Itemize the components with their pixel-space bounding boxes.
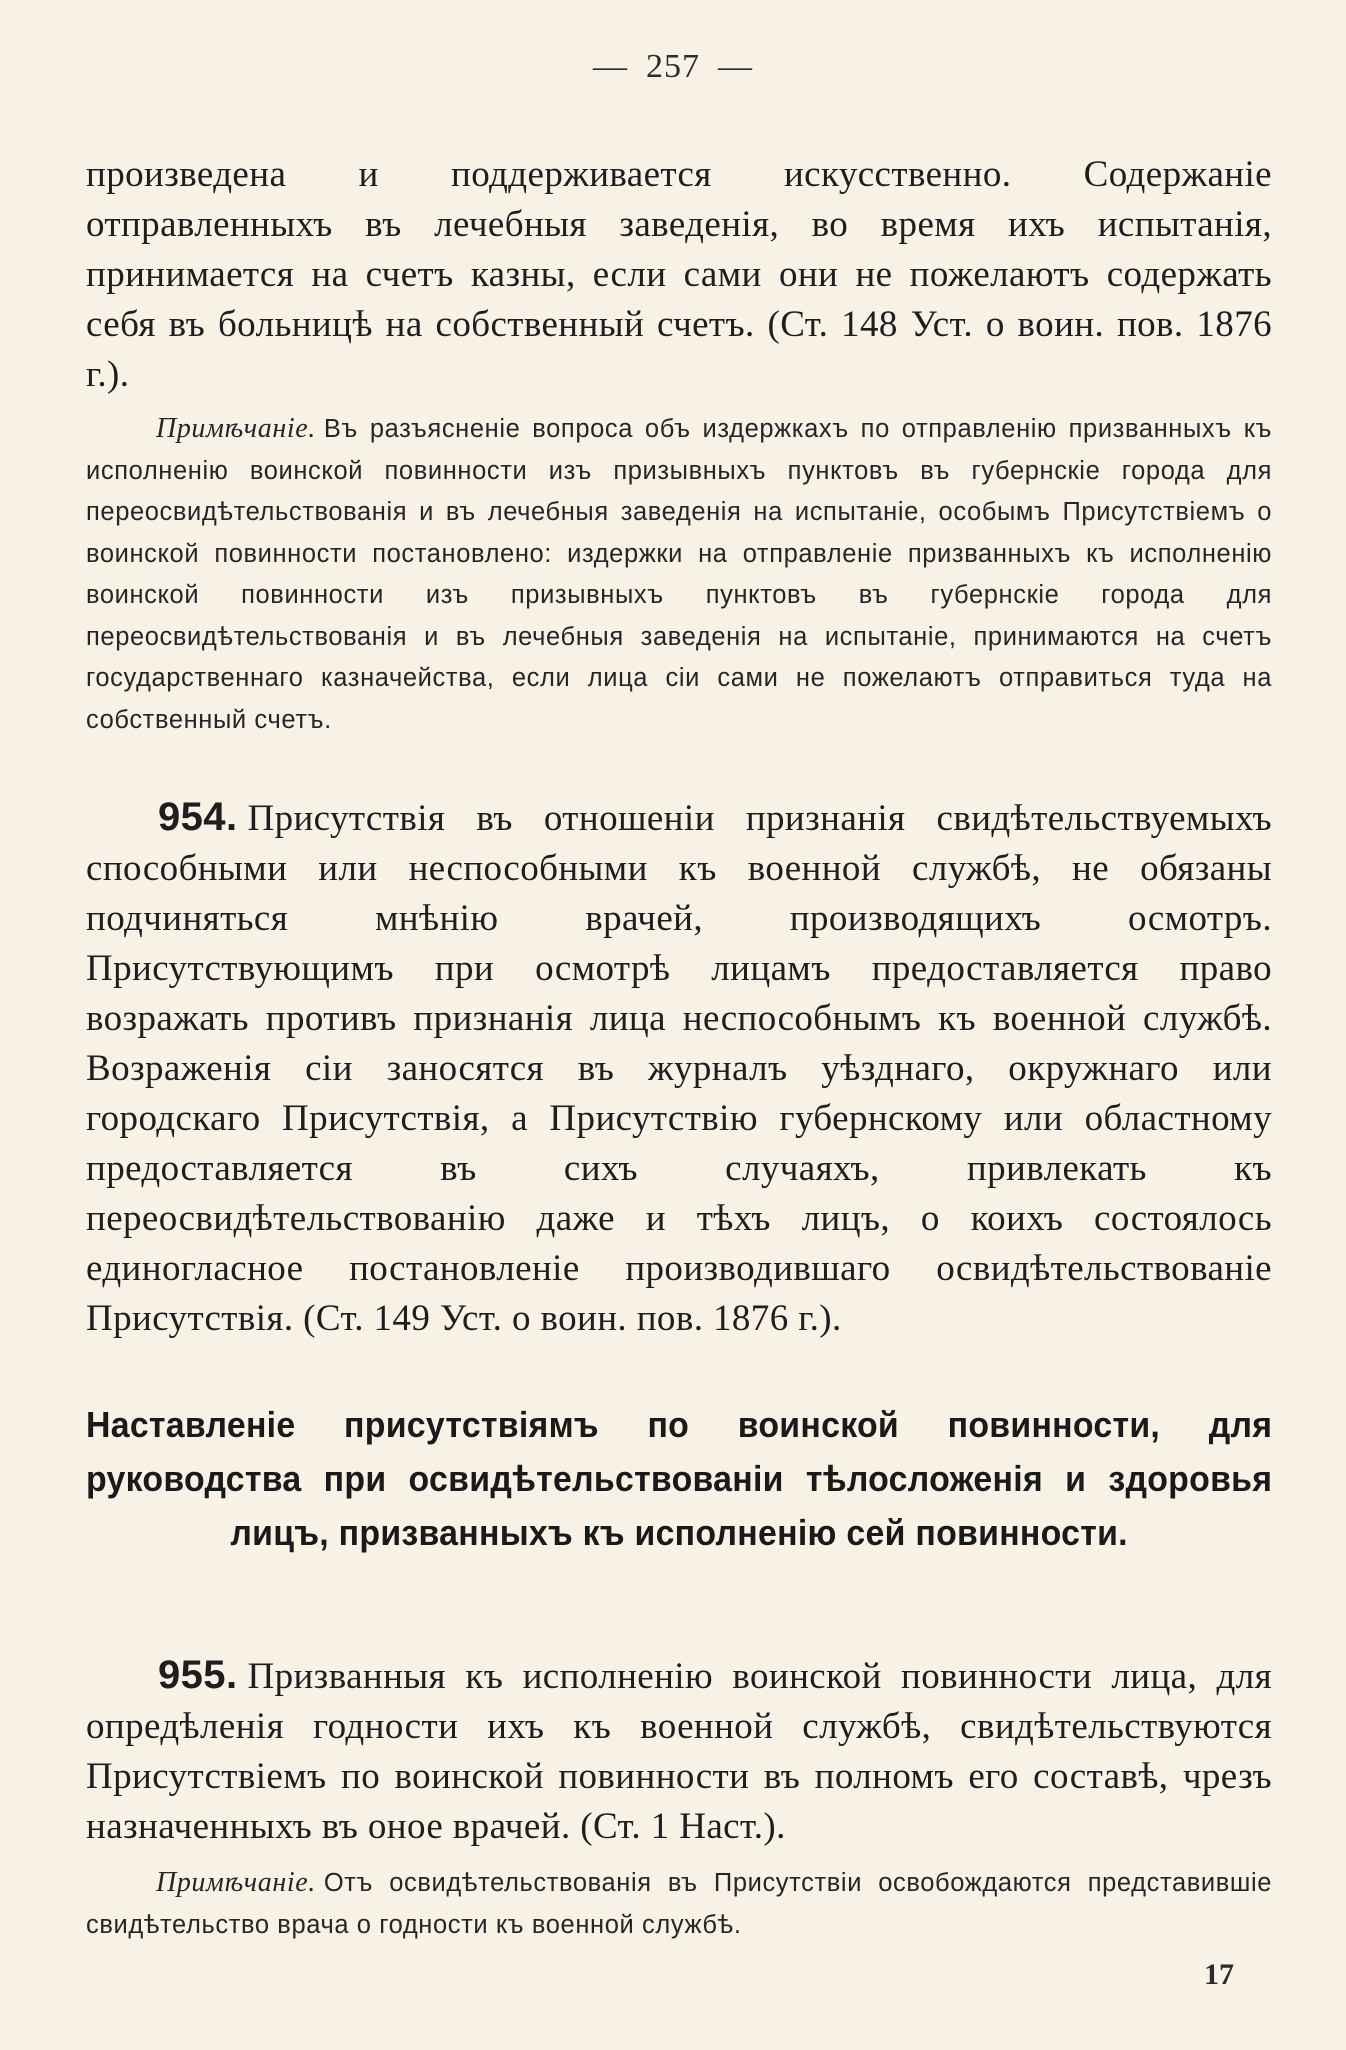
signature-mark: 17 <box>1204 1958 1234 1991</box>
header-dash-right: — <box>718 48 753 85</box>
header-dash-left: — <box>593 48 628 85</box>
section-954 <box>86 792 1272 1344</box>
note-1-text: Въ разъясненіе вопроса объ издержкахъ по отправленію призванныхъ къ исполненію воинской повинности изъ призывныхъ пунктовъ въ губернскіе города для переосвидѣтельствованія и въ лечебныя заведенія на испытаніе, особымъ Присутствіемъ о воинской повинности постановлено: издержки на отправленіе призванныхъ къ исполненію воинской повинности изъ призывныхъ пунктовъ въ губернскіе города для переосвидѣтельствованія и въ лечебныя заведенія на испытаніе, принимаются на счетъ государственнаго казначейства, если лица сіи сами не пожелаютъ отправиться туда на собственный счетъ. <box>86 415 1272 734</box>
section-955-text: Призванныя къ исполненію воинской повинности лица, для опредѣленія годности ихъ къ военной службѣ, свидѣтельствуются Присутствіемъ по воинской повинности въ полномъ его составѣ, чрезъ назначенныхъ въ оное врачей. (Ст. 1 Наст.). <box>86 1656 1272 1847</box>
page-number: 257 <box>646 48 700 85</box>
section-955 <box>86 1650 1272 1852</box>
continued-paragraph-block <box>86 150 1272 400</box>
note-2-label: Примѣчаніе. <box>156 1867 316 1898</box>
section-955-number: 955. <box>158 1653 238 1697</box>
section-954-text: Присутствія въ отношеніи признанія свидѣтельствуемыхъ способными или неспособными къ военной службѣ, не обязаны подчиняться мнѣнію врачей, производящихъ осмотръ. Присутствующимъ при осмотрѣ лицамъ предоставляется право возражать противъ признанія лица неспособнымъ къ военной службѣ. Возраженія сіи заносятся въ журналъ уѣзднаго, окружнаго или городскаго Присутствія, а Присутствію губернскому или областному предоставляется въ сихъ случаяхъ, привлекать къ переосвидѣтельствованію даже и тѣхъ лицъ, о коихъ состоялось единогласное постановленіе производившаго освидѣтельствованіе Присутствія. (Ст. 149 Уст. о воин. пов. 1876 г.). <box>86 798 1272 1339</box>
continued-paragraph: произведена и поддерживается искусственно. Содержаніе отправленныхъ въ лечебныя заведенія, во время ихъ испытанія, принимается на счетъ казны, если сами они не пожелаютъ содержать себя въ больницѣ на собственный счетъ. (Ст. 148 Уст. о воин. пов. 1876 г.). <box>86 154 1272 395</box>
note-2-block <box>86 1862 1272 1946</box>
note-1-label: Примѣчаніе. <box>156 413 316 444</box>
section-heading: Наставленіе присутствіямъ по воинской повинности, для руководства при освидѣтельствованіи тѣлосложенія и здоровья лицъ, призванныхъ къ исполненію сей повинности. <box>86 1404 1273 1553</box>
note-2 <box>86 1862 1272 1946</box>
section-954-block <box>86 792 1272 1344</box>
note-1 <box>86 408 1272 741</box>
section-954-number: 954. <box>158 795 238 839</box>
note-2-text: Отъ освидѣтельствованія въ Присутствіи освобождаются представившіе свидѣтельство врача о годности къ военной службѣ. <box>86 1869 1272 1939</box>
section-955-block <box>86 1650 1272 1852</box>
note-1-block <box>86 408 1272 741</box>
section-heading-block <box>86 1398 1272 1560</box>
page-header <box>0 48 1346 86</box>
